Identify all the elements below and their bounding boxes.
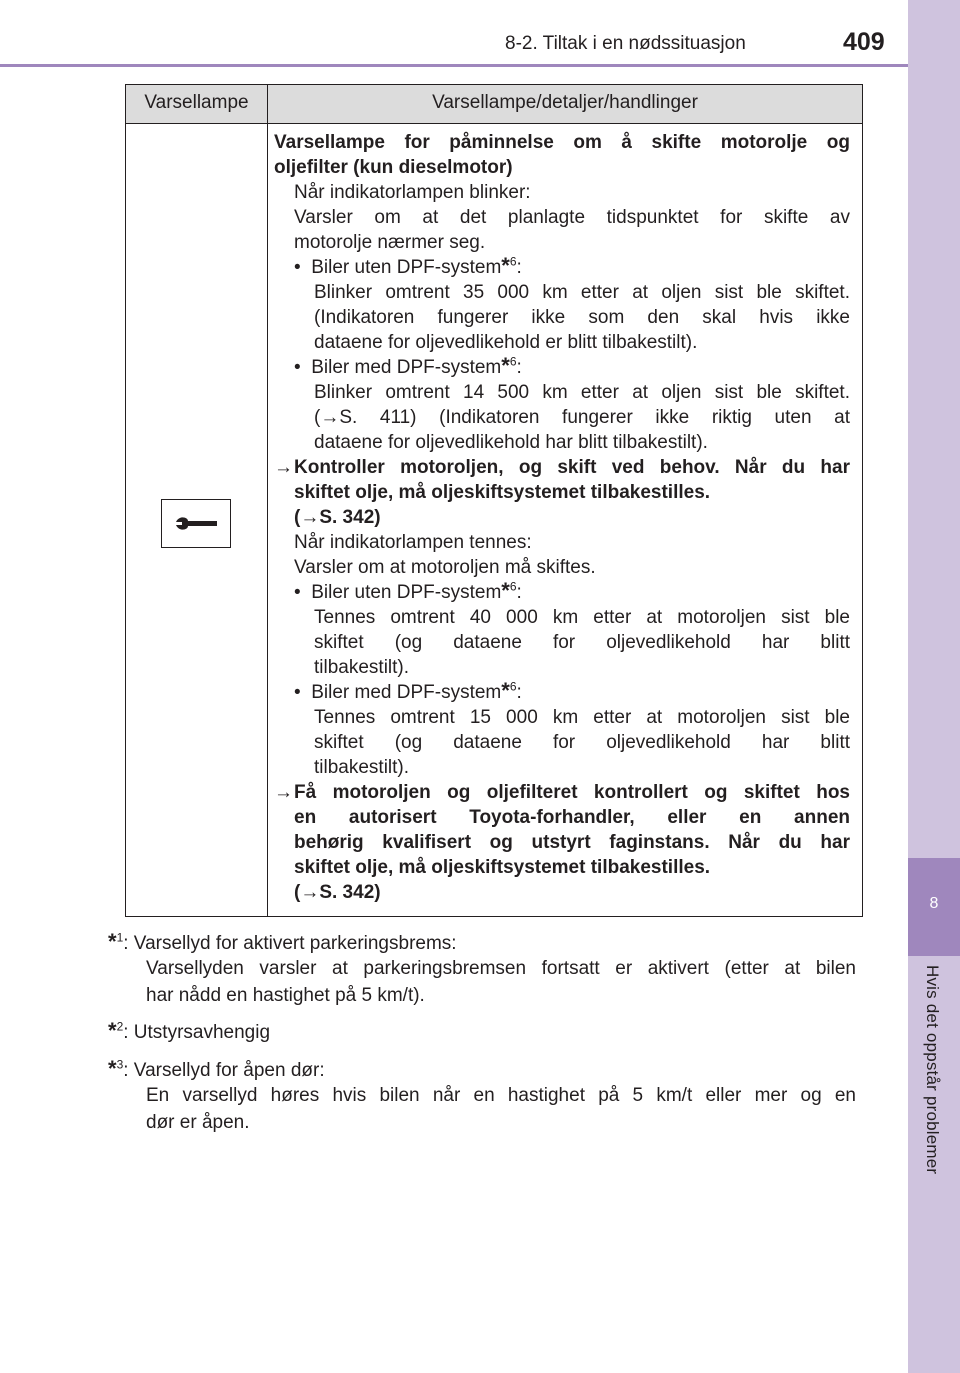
bullet-text: Tennes omtrent 40 000 km etter at motoroljen sist ble [314, 607, 850, 628]
footnote-number: 2 [116, 1019, 124, 1034]
footnote-ref: 6 [509, 254, 517, 269]
action-block [274, 780, 850, 905]
bullet-glyph: • [294, 357, 301, 378]
bullet-label: Biler med DPF-system [311, 357, 502, 378]
warning-table [125, 84, 863, 917]
footnote-ref: 6 [509, 679, 517, 694]
bullet-text: Tennes omtrent 15 000 km etter at motoroljen sist ble [314, 707, 850, 728]
footnote-star: * [501, 578, 510, 603]
title-line: Varsellampe for påminnelse om å skifte motorolje og [274, 132, 850, 153]
footnote-star: * [501, 353, 510, 378]
action-ref: (→S. 342) [294, 507, 381, 528]
header-warning-light: Varsellampe [126, 85, 268, 123]
bullet-text: tilbakestilt). [314, 757, 410, 778]
footnote-ref: 6 [509, 354, 517, 369]
action-ref: (→S. 342) [294, 882, 381, 903]
blink-desc: motorolje nærmer seg. [294, 232, 486, 253]
bullet-text: (Indikatoren fungerer ikke som den skal hvis ikke [314, 307, 850, 328]
lit-desc: Varsler om at motoroljen må skiftes. [294, 557, 596, 578]
column-divider [267, 124, 268, 916]
footnote-number: 1 [116, 930, 124, 945]
wrench-icon [162, 500, 230, 547]
footnote-2 [108, 1019, 856, 1044]
footnote-star: * [501, 678, 510, 703]
footnote-3 [108, 1057, 856, 1136]
footnote-text: Varsellyden varsler at parkeringsbremsen fortsatt er aktivert (etter at bilen [146, 958, 856, 979]
bullet-item: • Biler med DPF-system*$^6$: [294, 678, 522, 703]
details-cell [274, 130, 850, 905]
footnote-label: : Varsellyd for aktivert parkeringsbrems: [123, 933, 457, 954]
bullet-glyph: • [294, 257, 301, 278]
action-text: en autorisert Toyota-forhandler, eller en annen [294, 807, 850, 828]
section-title: 8-2. Tiltak i en nødssituasjon [505, 33, 746, 54]
arrow-icon: → [274, 782, 293, 803]
bullet-text: tilbakestilt). [314, 657, 410, 678]
footnote-star: * [501, 253, 510, 278]
bullet-glyph: • [294, 582, 301, 603]
footnote-label: : Utstyrsavhengig [123, 1022, 271, 1043]
title-line: oljefilter (kun dieselmotor) [274, 157, 513, 178]
bullet-text: skiftet (og dataene for oljevedlikehold har blitt [314, 632, 850, 653]
bullet-label: Biler uten DPF-system [311, 582, 502, 603]
bullet-text: Blinker omtrent 14 500 km etter at oljen sist ble skiftet. [314, 382, 850, 403]
page-number: 409 [843, 28, 885, 56]
footnote-star: * [108, 929, 117, 954]
footnote-text: dør er åpen. [146, 1112, 250, 1133]
action-text: Kontroller motoroljen, og skift ved behov. Når du har [294, 457, 850, 478]
chapter-title: Hvis det oppstår problemer [923, 965, 942, 1175]
bullet-label: Biler med DPF-system [311, 682, 502, 703]
bullet-text: dataene for oljevedlikehold har blitt tilbakestilt). [314, 432, 708, 453]
bullet-item: • Biler uten DPF-system*$^6$: [294, 578, 522, 603]
header-details: Varsellampe/detaljer/handlinger [432, 92, 698, 113]
footnote-number: 3 [116, 1057, 124, 1072]
action-text: Få motoroljen og oljefilteret kontrollert og skiftet hos [294, 782, 850, 803]
chapter-number: 8 [929, 895, 939, 912]
action-block [274, 455, 850, 530]
bullet-text: Blinker omtrent 35 000 km etter at oljen sist ble skiftet. [314, 282, 850, 303]
footnote-text: har nådd en hastighet på 5 km/t). [146, 985, 425, 1006]
warning-light-cell [161, 499, 231, 548]
footnote-text: En varsellyd høres hvis bilen når en hastighet på 5 km/t eller mer og en [146, 1085, 856, 1106]
table-header [126, 85, 862, 124]
footnote-label: : Varsellyd for åpen dør: [123, 1060, 325, 1081]
bullet-label: Biler uten DPF-system [311, 257, 502, 278]
blink-desc: Varsler om at det planlagte tidspunktet for skifte av [294, 207, 850, 228]
lit-heading: Når indikatorlampen tennes: [294, 532, 532, 553]
bullet-text: skiftet (og dataene for oljevedlikehold har blitt [314, 732, 850, 753]
action-text: skiftet olje, må oljeskiftsystemet tilbakestilles. [294, 857, 711, 878]
header-rule [0, 64, 908, 67]
bullet-item: • Biler med DPF-system*$^6$: [294, 353, 522, 378]
action-text: skiftet olje, må oljeskiftsystemet tilbakestilles. [294, 482, 711, 503]
bullet-item: • Biler uten DPF-system*$^6$: [294, 253, 522, 278]
blink-heading: Når indikatorlampen blinker: [294, 182, 531, 203]
footnote-ref: 6 [509, 579, 517, 594]
footnote-star: * [108, 1056, 117, 1081]
arrow-icon: → [274, 457, 293, 478]
bullet-text: dataene for oljevedlikehold er blitt tilbakestilt). [314, 332, 698, 353]
bullet-text: (→S. 411) (Indikatoren fungerer ikke riktig uten at [314, 407, 850, 428]
footnote-star: * [108, 1018, 117, 1043]
footnote-1 [108, 930, 856, 1009]
action-text: behørig kvalifisert og utstyrt faginstans. Når du har [294, 832, 850, 853]
bullet-glyph: • [294, 682, 301, 703]
